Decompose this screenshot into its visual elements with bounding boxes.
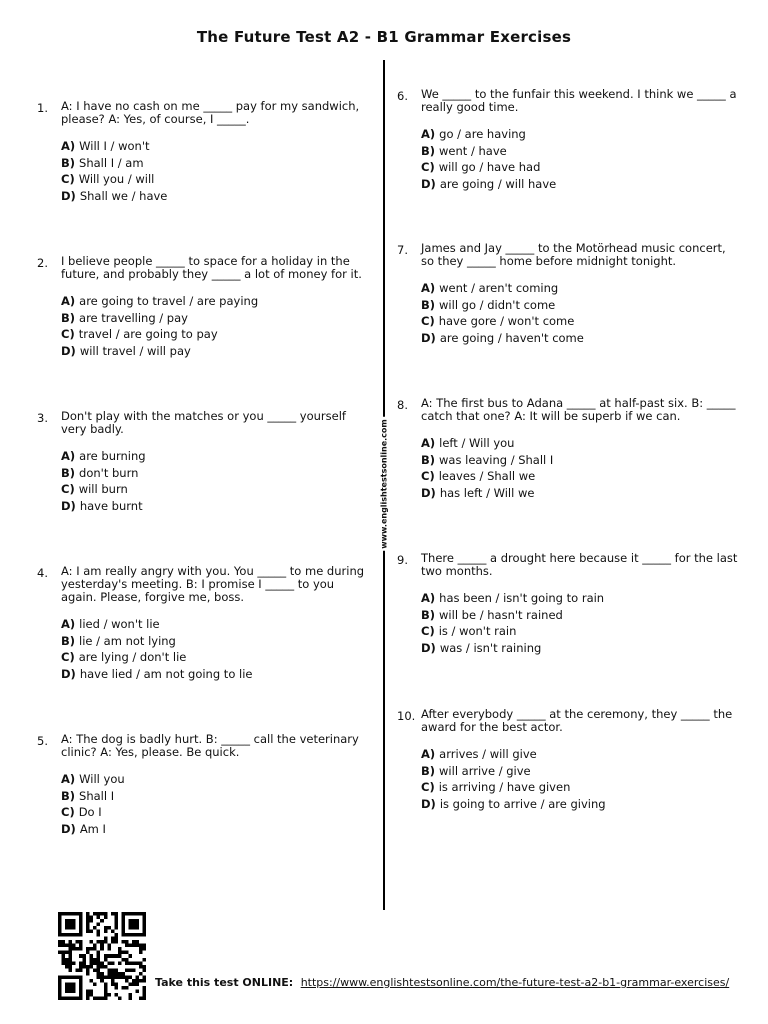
answer-option — [421, 485, 553, 502]
answer-option — [61, 293, 258, 310]
answer-option — [421, 297, 584, 314]
question-text: Don't play with the matches or you _____ yourself very badly. — [61, 409, 346, 436]
question-number: 8. — [397, 398, 408, 412]
question-text: After everybody _____ at the ceremony, they _____ the award for the best actor. — [421, 707, 733, 734]
site-watermark: www.englishtestsonline.com — [379, 419, 389, 549]
option-text: is / won't rain — [438, 624, 517, 639]
option-letter: A) — [61, 139, 76, 153]
question-number: 2. — [37, 256, 48, 270]
question-text: I believe people _____ to space for a holiday in the future, and probably they _____ a lot of money for it. — [61, 254, 362, 281]
option-text: are going / will have — [439, 176, 557, 191]
question-number: 10. — [397, 709, 416, 723]
answer-option — [421, 126, 556, 143]
question-number: 6. — [397, 89, 408, 103]
option-text: arrives / will give — [439, 747, 537, 761]
page-title: The Future Test A2 - B1 Grammar Exercises — [196, 28, 572, 46]
answer-option — [61, 771, 125, 788]
question-text: There _____ a drought here because it _____ for the last two months. — [421, 551, 738, 578]
answer-option — [61, 448, 146, 465]
answer-option — [421, 640, 604, 657]
option-text: went / have — [439, 143, 507, 158]
option-letter: B) — [421, 297, 436, 312]
option-text: will travel / will pay — [79, 343, 191, 358]
option-text: Will I / won't — [79, 139, 150, 153]
answer-option — [61, 666, 252, 683]
option-letter: D) — [61, 666, 76, 681]
question-text: A: The dog is badly hurt. B: _____ call the veterinary clinic? A: Yes, please. Be quick. — [61, 732, 359, 759]
option-letter: D) — [421, 176, 436, 191]
question-number: 5. — [37, 734, 48, 748]
answer-options — [421, 126, 556, 192]
option-letter: D) — [421, 796, 436, 811]
answer-options — [61, 138, 167, 204]
option-text: Am I — [79, 821, 106, 836]
answer-option — [421, 280, 584, 297]
option-letter: D) — [61, 188, 76, 203]
option-letter: D) — [61, 498, 76, 513]
option-letter: B) — [421, 763, 436, 778]
option-text: go / are having — [439, 127, 526, 141]
option-letter: C) — [61, 482, 75, 497]
option-text: Will you / will — [78, 172, 155, 187]
footer — [155, 976, 729, 989]
option-letter: C) — [61, 650, 75, 665]
answer-option — [61, 343, 258, 360]
option-letter: C) — [421, 780, 435, 795]
answer-option — [421, 435, 553, 452]
option-text: are burning — [79, 449, 146, 463]
question-number: 4. — [37, 566, 48, 580]
answer-option — [421, 452, 553, 469]
option-text: lie / am not lying — [79, 633, 176, 648]
option-letter: B) — [421, 143, 436, 158]
answer-options — [61, 448, 146, 514]
answer-option — [61, 171, 167, 188]
answer-option — [61, 326, 258, 343]
option-letter: C) — [421, 314, 435, 329]
answer-options — [61, 616, 252, 682]
answer-option — [421, 159, 556, 176]
option-text: Will you — [79, 772, 125, 786]
answer-option — [61, 188, 167, 205]
option-text: left / Will you — [439, 436, 515, 450]
answer-option — [421, 313, 584, 330]
question-text: James and Jay _____ to the Motörhead music concert, so they _____ home before midnight tonight. — [421, 241, 726, 268]
answer-option — [61, 788, 125, 805]
option-letter: B) — [421, 607, 436, 622]
option-text: have burnt — [79, 498, 143, 513]
option-letter: B) — [61, 788, 76, 803]
option-letter: D) — [61, 821, 76, 836]
option-text: have gore / won't come — [438, 314, 575, 329]
option-letter: A) — [421, 747, 436, 761]
question-number: 3. — [37, 411, 48, 425]
answer-option — [61, 633, 252, 650]
answer-option — [61, 649, 252, 666]
option-text: Shall I / am — [79, 155, 144, 170]
option-text: Shall we / have — [79, 188, 168, 203]
answer-option — [421, 607, 604, 624]
answer-option — [421, 590, 604, 607]
option-text: have lied / am not going to lie — [79, 666, 253, 681]
answer-options — [421, 590, 604, 656]
option-letter: B) — [61, 310, 76, 325]
answer-option — [421, 176, 556, 193]
option-letter: B) — [421, 452, 436, 467]
answer-option — [421, 468, 553, 485]
answer-option — [61, 155, 167, 172]
answer-option — [61, 310, 258, 327]
option-text: are travelling / pay — [79, 310, 188, 325]
option-text: will go / didn't come — [439, 297, 556, 312]
question-text: A: The first bus to Adana _____ at half-past six. B: _____ catch that one? A: It will be superb if we can. — [421, 396, 736, 423]
option-text: was / isn't raining — [439, 640, 542, 655]
option-text: lied / won't lie — [79, 617, 160, 631]
option-letter: D) — [421, 485, 436, 500]
answer-option — [61, 481, 146, 498]
option-text: are going / haven't come — [439, 330, 584, 345]
option-letter: B) — [61, 633, 76, 648]
option-letter: A) — [61, 449, 76, 463]
qr-code-icon — [58, 912, 146, 1000]
answer-option — [61, 616, 252, 633]
answer-options — [421, 746, 606, 812]
answer-option — [421, 623, 604, 640]
answer-option — [61, 138, 167, 155]
option-text: has been / isn't going to rain — [439, 591, 605, 605]
option-letter: A) — [61, 617, 76, 631]
answer-option — [61, 498, 146, 515]
option-text: will burn — [78, 482, 128, 497]
answer-options — [61, 293, 258, 359]
footer-label: Take this test ONLINE: — [155, 976, 294, 989]
answer-option — [61, 465, 146, 482]
answer-option — [421, 796, 606, 813]
option-letter: A) — [421, 591, 436, 605]
question-text: A: I am really angry with you. You _____ to me during yesterday's meeting. B: I promise I _____ to you again. Please, forgive me, boss. — [61, 564, 365, 604]
answer-options — [421, 280, 584, 346]
option-letter: B) — [61, 465, 76, 480]
option-text: is arriving / have given — [438, 780, 571, 795]
option-letter: C) — [61, 327, 75, 342]
question-number: 7. — [397, 243, 408, 257]
option-letter: C) — [61, 172, 75, 187]
option-letter: D) — [421, 330, 436, 345]
option-text: went / aren't coming — [439, 281, 559, 295]
option-letter: A) — [421, 281, 436, 295]
option-text: will arrive / give — [439, 763, 531, 778]
option-text: has left / Will we — [439, 485, 535, 500]
option-text: are going to travel / are paying — [79, 294, 259, 308]
answer-option — [61, 821, 125, 838]
option-letter: C) — [421, 624, 435, 639]
option-text: travel / are going to pay — [78, 327, 218, 342]
option-text: Do I — [78, 805, 102, 820]
option-text: will be / hasn't rained — [439, 607, 563, 622]
answer-option — [421, 779, 606, 796]
answer-option — [421, 763, 606, 780]
question-number: 9. — [397, 553, 408, 567]
answer-option — [61, 804, 125, 821]
answer-option — [421, 143, 556, 160]
option-letter: C) — [61, 805, 75, 820]
answer-option — [421, 746, 606, 763]
question-text: We _____ to the funfair this weekend. I think we _____ a really good time. — [421, 87, 737, 114]
question-number: 1. — [37, 101, 48, 115]
option-text: don't burn — [79, 465, 139, 480]
option-text: are lying / don't lie — [78, 650, 187, 665]
question-text: A: I have no cash on me _____ pay for my sandwich, please? A: Yes, of course, I _____. — [61, 99, 360, 126]
option-text: is going to arrive / are giving — [439, 796, 606, 811]
option-letter: A) — [421, 127, 436, 141]
option-letter: D) — [421, 640, 436, 655]
option-letter: C) — [421, 160, 435, 175]
option-text: was leaving / Shall I — [439, 452, 554, 467]
option-letter: A) — [61, 294, 76, 308]
option-letter: A) — [61, 772, 76, 786]
option-text: leaves / Shall we — [438, 469, 536, 484]
option-letter: B) — [61, 155, 76, 170]
answer-option — [421, 330, 584, 347]
option-letter: A) — [421, 436, 436, 450]
option-letter: C) — [421, 469, 435, 484]
test-online-link[interactable]: https://www.englishtestsonline.com/the-future-test-a2-b1-grammar-exercises/ — [300, 976, 730, 989]
option-text: Shall I — [79, 788, 115, 803]
answer-options — [421, 435, 553, 501]
option-letter: D) — [61, 343, 76, 358]
option-text: will go / have had — [438, 160, 541, 175]
answer-options — [61, 771, 125, 837]
